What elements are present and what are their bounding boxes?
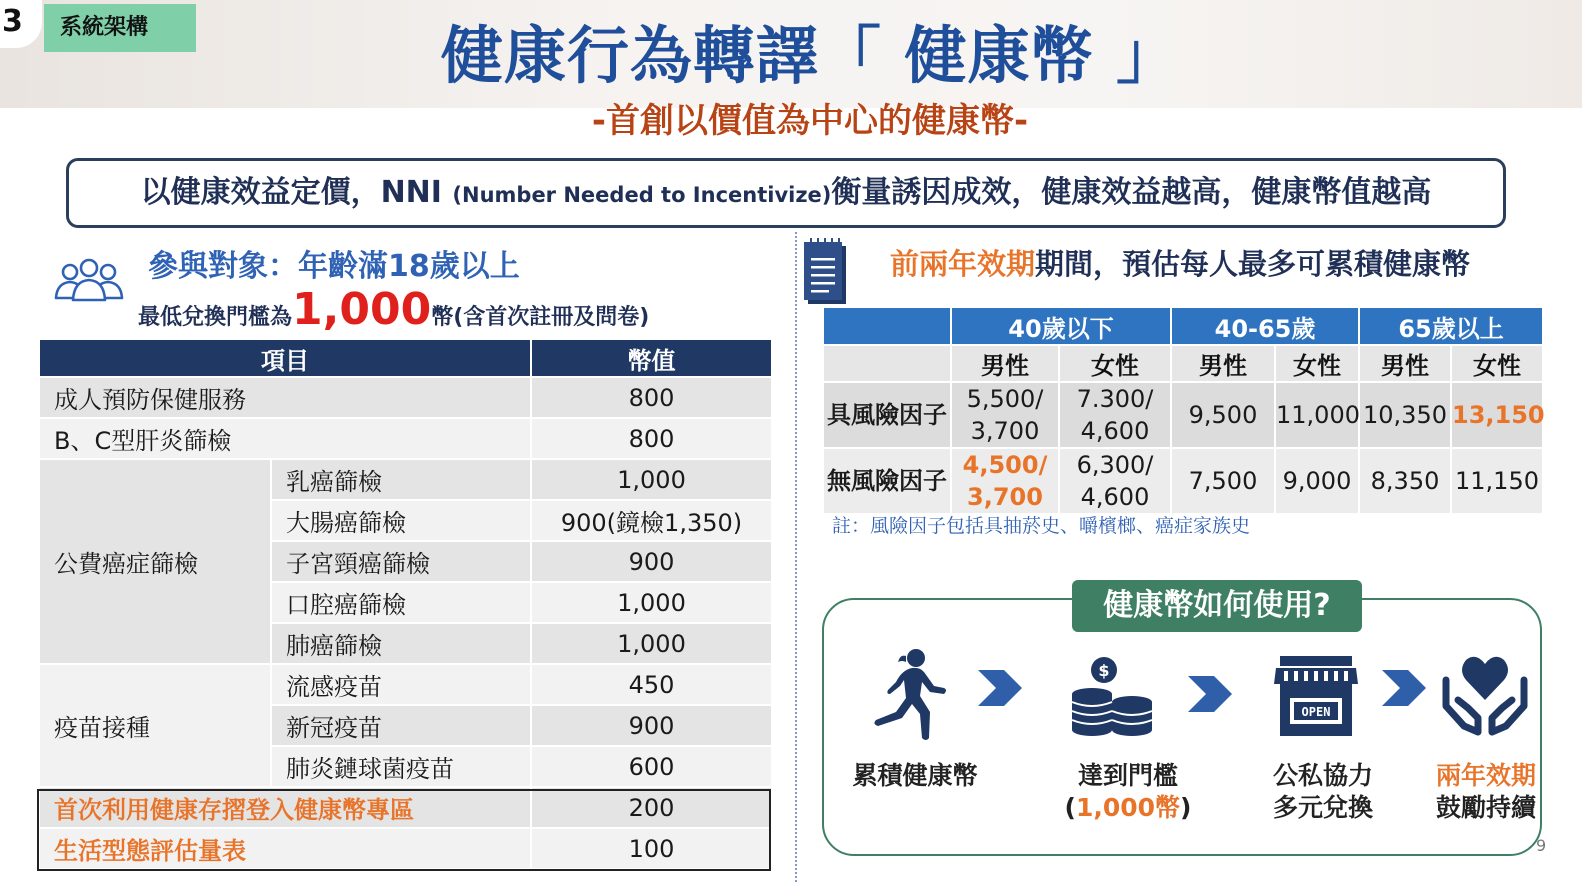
- column-divider: [795, 232, 797, 882]
- value-cell: 100: [531, 828, 772, 869]
- value-cell: 800: [531, 418, 772, 459]
- chevron-right-icon: [1380, 668, 1428, 708]
- table-row: [823, 382, 1543, 448]
- gender-header: 女性: [1059, 345, 1171, 382]
- gender-header: 女性: [1275, 345, 1359, 382]
- table-row-highlight: [39, 828, 772, 869]
- section-tag: 系統架構: [44, 4, 196, 52]
- row-label: 無風險因子: [823, 448, 951, 514]
- item-cell: 成人預防保健服務: [39, 377, 531, 418]
- value-cell: 900(鏡檢1,350): [531, 500, 772, 541]
- value-cell: 200: [531, 787, 772, 828]
- row-label: 具風險因子: [823, 382, 951, 448]
- item-cell: 子宮頸癌篩檢: [271, 541, 531, 582]
- value-cell: 7.300/ 4,600: [1059, 382, 1171, 448]
- table-row: [823, 448, 1543, 514]
- value-cell: 600: [531, 746, 772, 787]
- accumulate-title-highlight: 前兩年效期: [890, 247, 1036, 281]
- coins-icon: [1068, 656, 1158, 736]
- value-cell: 10,350: [1359, 382, 1451, 448]
- nni-banner: [66, 158, 1506, 228]
- value-cell: 900: [531, 541, 772, 582]
- value-cell: 800: [531, 377, 772, 418]
- threshold-value: 1,000: [292, 284, 432, 335]
- table-row: [39, 459, 772, 500]
- corner-cell: [823, 345, 951, 382]
- risk-factor-note: 註：風險因子包括具抽菸史、嚼檳榔、癌症家族史: [832, 515, 1251, 537]
- table-row: [39, 664, 772, 705]
- item-cell: 口腔癌篩檢: [271, 582, 531, 623]
- coin-value-table: [38, 338, 773, 870]
- threshold-suffix: 幣(含首次註冊及問卷): [431, 305, 650, 330]
- heart-hands-icon: [1438, 650, 1532, 738]
- table-row-highlight: [39, 787, 772, 828]
- item-cell: 流感疫苗: [271, 664, 531, 705]
- chevron-right-icon: [976, 668, 1024, 708]
- banner-text-3: 衡量誘因成效，健康效益越高，健康幣值越高: [831, 175, 1432, 210]
- item-cell: 新冠疫苗: [271, 705, 531, 746]
- gender-header: 男性: [1171, 345, 1275, 382]
- item-cell: 乳癌篩檢: [271, 459, 531, 500]
- step-label-validity: 兩年效期 鼓勵持續: [1435, 761, 1536, 822]
- value-cell: 8,350: [1359, 448, 1451, 514]
- step-label-accumulate: 累積健康幣: [852, 761, 978, 790]
- threshold-line: [138, 286, 649, 342]
- corner-cell: [823, 307, 951, 345]
- participants-title: 參與對象：年齡滿18歲以上: [148, 249, 520, 284]
- value-cell: 6,300/ 4,600: [1059, 448, 1171, 514]
- accumulate-title-rest: 期間，預估每人最多可累積健康幣: [1035, 247, 1471, 281]
- gender-header: 女性: [1451, 345, 1543, 382]
- value-cell: 11,000: [1275, 382, 1359, 448]
- section-number: 3: [0, 0, 42, 48]
- chevron-right-icon: [1186, 674, 1234, 714]
- value-cell-max: 13,150: [1451, 382, 1543, 448]
- value-cell: 7,500: [1171, 448, 1275, 514]
- value-cell: 450: [531, 664, 772, 705]
- runner-icon: [866, 646, 956, 744]
- store-sign-text: OPEN: [1301, 705, 1331, 719]
- store-icon: [1270, 654, 1362, 738]
- value-cell: 1,000: [531, 582, 772, 623]
- header-item: 項目: [39, 339, 531, 377]
- group-cell-cancer: 公費癌症篩檢: [39, 459, 271, 664]
- value-cell: 1,000: [531, 623, 772, 664]
- age-group-header: 40歲以下: [951, 307, 1171, 345]
- page-subtitle: -首創以價值為中心的健康幣-: [591, 101, 1029, 141]
- table-row: [39, 418, 772, 459]
- threshold-prefix: 最低兌換門檻為: [138, 305, 293, 330]
- accumulate-title: [890, 244, 1470, 284]
- value-cell: 9,500: [1171, 382, 1275, 448]
- value-cell: 1,000: [531, 459, 772, 500]
- item-cell: 生活型態評估量表: [39, 828, 531, 869]
- group-cell-vaccine: 疫苗接種: [39, 664, 271, 787]
- step-label-exchange: 公私協力 多元兌換: [1272, 761, 1373, 822]
- item-cell: 大腸癌篩檢: [271, 500, 531, 541]
- item-cell: 肺癌篩檢: [271, 623, 531, 664]
- value-cell: 900: [531, 705, 772, 746]
- banner-text-2: (Number Needed to Incentivize): [452, 183, 832, 207]
- value-cell: 9,000: [1275, 448, 1359, 514]
- value-cell-min: 4,500/ 3,700: [951, 448, 1059, 514]
- howto-title: 健康幣如何使用?: [1072, 580, 1362, 632]
- item-cell: B、C型肝炎篩檢: [39, 418, 531, 459]
- age-group-header: 65歲以上: [1359, 307, 1543, 345]
- people-icon: [52, 256, 126, 304]
- gender-header: 男性: [1359, 345, 1451, 382]
- step-label-threshold: 達到門檻 (1,000幣): [1064, 761, 1192, 822]
- gender-header: 男性: [951, 345, 1059, 382]
- banner-text-1: 以健康效益定價，NNI: [140, 175, 453, 210]
- age-estimate-table: [822, 306, 1544, 515]
- table-row: [39, 377, 772, 418]
- value-cell: 11,150: [1451, 448, 1543, 514]
- notepad-icon: [802, 236, 850, 306]
- value-cell: 5,500/ 3,700: [951, 382, 1059, 448]
- age-group-header: 40-65歲: [1171, 307, 1359, 345]
- item-cell: 首次利用健康存摺登入健康幣專區: [39, 787, 531, 828]
- page-title: 健康行為轉譯「 健康幣 」: [440, 19, 1180, 92]
- coin-symbol: $: [1098, 661, 1110, 680]
- page-number: 9: [1536, 836, 1547, 855]
- header-value: 幣值: [531, 339, 772, 377]
- item-cell: 肺炎鏈球菌疫苗: [271, 746, 531, 787]
